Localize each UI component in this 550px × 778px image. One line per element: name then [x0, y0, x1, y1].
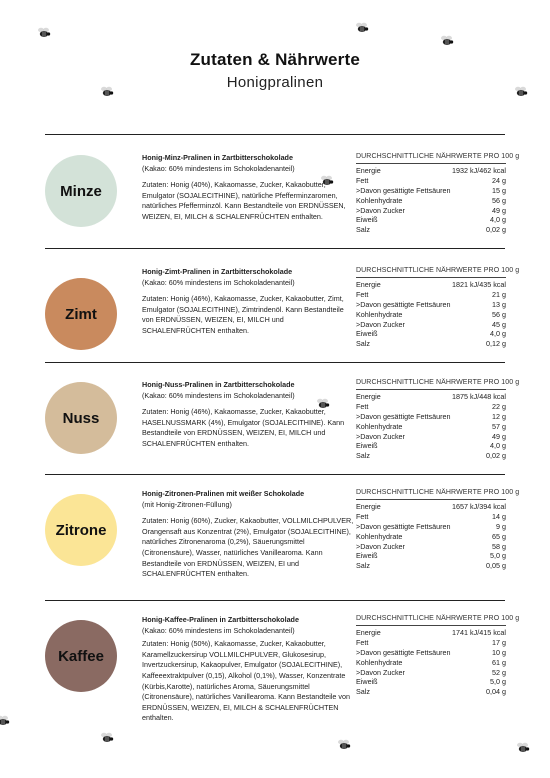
product-description [142, 267, 357, 337]
nutrition-value: 4,0 g [490, 215, 506, 225]
nutrition-row [356, 451, 506, 461]
product-description [142, 615, 357, 724]
nutrition-label: Salz [356, 687, 370, 697]
product-title: Honig-Minz-Pralinen in Zartbitterschokolade [142, 153, 293, 162]
nutrition-row [356, 638, 506, 648]
nutrition-label: Eiweiß [356, 329, 378, 339]
bee-icon [440, 35, 454, 47]
nutrition-value: 49 g [492, 431, 506, 441]
nutrition-table [356, 488, 520, 571]
nutrition-label: >Davon gesättigte Fettsäuren [356, 411, 451, 421]
nutrition-header: DURCHSCHNITTLICHE NÄHRWERTE PRO 100 g [356, 488, 506, 500]
nutrition-label: Kohlenhydrate [356, 421, 403, 431]
product-title: Honig-Zitronen-Pralinen mit weißer Schokolade [142, 489, 305, 498]
nutrition-row [356, 320, 506, 330]
nutrition-header: DURCHSCHNITTLICHE NÄHRWERTE PRO 100 g [356, 152, 506, 164]
nutrition-row [356, 329, 506, 339]
nutrition-label: >Davon gesättigte Fettsäuren [356, 185, 451, 195]
nutrition-header: DURCHSCHNITTLICHE NÄHRWERTE PRO 100 g [356, 614, 506, 626]
nutrition-label: Fett [356, 401, 369, 411]
nutrition-label: Salz [356, 451, 370, 461]
nutrition-header: DURCHSCHNITTLICHE NÄHRWERTE PRO 100 g [356, 378, 506, 390]
product-circle: Minze [45, 155, 117, 227]
nutrition-label: Energie [356, 279, 381, 289]
nutrition-label: Kohlenhydrate [356, 309, 403, 319]
nutrition-value: 15 g [492, 185, 506, 195]
nutrition-row [356, 339, 506, 349]
nutrition-value: 10 g [492, 647, 506, 657]
nutrition-row [356, 392, 506, 402]
nutrition-value: 0,02 g [486, 225, 506, 235]
divider [45, 134, 505, 135]
nutrition-value: 9 g [496, 521, 506, 531]
nutrition-row [356, 677, 506, 687]
product-title: Honig-Nuss-Pralinen in Zartbitterschokolade [142, 380, 295, 389]
bee-icon [516, 742, 530, 754]
nutrition-value: 12 g [492, 411, 506, 421]
nutrition-row [356, 502, 506, 512]
nutrition-value: 5,0 g [490, 551, 506, 561]
nutrition-label: >Davon Zucker [356, 319, 405, 329]
nutrition-label: Fett [356, 175, 369, 185]
nutrition-value: 24 g [492, 175, 506, 185]
product-subtitle: (Kakao: 60% mindestens im Schokoladenanteil) [142, 277, 295, 287]
nutrition-row [356, 196, 506, 206]
nutrition-label: Salz [356, 225, 370, 235]
product-subtitle: (Kakao: 60% mindestens im Schokoladenanteil) [142, 390, 295, 400]
nutrition-row [356, 561, 506, 571]
nutrition-value: 22 g [492, 401, 506, 411]
nutrition-value: 13 g [492, 299, 506, 309]
nutrition-label: Fett [356, 511, 369, 521]
nutrition-value: 1875 kJ/448 kcal [452, 391, 506, 401]
nutrition-row [356, 310, 506, 320]
nutrition-value: 4,0 g [490, 329, 506, 339]
nutrition-row [356, 658, 506, 668]
nutrition-row [356, 402, 506, 412]
nutrition-row [356, 422, 506, 432]
nutrition-value: 52 g [492, 667, 506, 677]
page-title: Zutaten & Nährwerte [189, 50, 361, 69]
nutrition-value: 1821 kJ/435 kcal [452, 279, 506, 289]
nutrition-label: Fett [356, 637, 369, 647]
ingredients-text: Zutaten: Honig (50%), Kakaomasse, Zucker, Kakaobutter, Karamellzuckersirup VOLLMILCHPULVER, Glukosesirup, Invertzuckersirup, Kakaopulver, Emulgator (SOJALECITHINE), Kaffeeextraktpulver (0,15), Alkohol (0,1%), Wasser, Konzentrate (Kürbis,Karotte), natürliches Aroma, Säuerungsmittel (Citronensäure), natürliches Vanillearoma. Kann Bestandteile von ERDNÜSSEN, WEIZEN, EI, MILCH & SCHALENFRÜCHTEN enthalten. [142, 639, 351, 723]
bee-icon [100, 732, 114, 744]
nutrition-value: 5,0 g [490, 677, 506, 687]
nutrition-value: 0,04 g [486, 687, 506, 697]
nutrition-label: Energie [356, 627, 381, 637]
nutrition-row [356, 186, 506, 196]
nutrition-value: 0,02 g [486, 451, 506, 461]
nutrition-label: Fett [356, 289, 369, 299]
nutrition-value: 57 g [492, 421, 506, 431]
nutrition-label: >Davon Zucker [356, 541, 405, 551]
nutrition-label: Salz [356, 561, 370, 571]
nutrition-label: Eiweiß [356, 215, 378, 225]
nutrition-row [356, 176, 506, 186]
nutrition-value: 17 g [492, 637, 506, 647]
nutrition-value: 0,05 g [486, 561, 506, 571]
bee-icon [337, 739, 351, 751]
divider [45, 362, 505, 363]
nutrition-value: 1657 kJ/394 kcal [452, 501, 506, 511]
nutrition-row [356, 628, 506, 638]
nutrition-value: 1741 kJ/415 kcal [452, 627, 506, 637]
nutrition-label: Eiweiß [356, 677, 378, 687]
ingredients-text: Zutaten: Honig (46%), Kakaomasse, Zucker, Kakaobutter, HASELNUSSMARK (4%), Emulgator (SOJALECITHINE). Kann Bestandteile von ERDNÜSSEN, WEIZEN, EI, MILCH und SCHALENFRÜCHTEN enthalten. [142, 407, 345, 448]
bee-icon [0, 715, 10, 727]
nutrition-label: >Davon gesättigte Fettsäuren [356, 647, 451, 657]
nutrition-row [356, 206, 506, 216]
nutrition-label: >Davon Zucker [356, 205, 405, 215]
divider [45, 600, 505, 601]
nutrition-value: 4,0 g [490, 441, 506, 451]
nutrition-value: 0,12 g [486, 339, 506, 349]
nutrition-row [356, 290, 506, 300]
product-subtitle: (mit Honig-Zitronen-Füllung) [142, 499, 232, 509]
bee-icon [355, 22, 369, 34]
nutrition-label: Eiweiß [356, 441, 378, 451]
nutrition-table [356, 266, 520, 349]
nutrition-row [356, 687, 506, 697]
product-title: Honig-Zimt-Pralinen in Zartbitterschokolade [142, 267, 293, 276]
nutrition-value: 61 g [492, 657, 506, 667]
product-description [142, 380, 357, 450]
nutrition-row [356, 441, 506, 451]
nutrition-label: Kohlenhydrate [356, 531, 403, 541]
nutrition-table [356, 152, 520, 235]
divider [45, 248, 505, 249]
product-circle: Nuss [45, 382, 117, 454]
nutrition-row [356, 542, 506, 552]
nutrition-row [356, 522, 506, 532]
nutrition-row [356, 532, 506, 542]
nutrition-label: Energie [356, 165, 381, 175]
nutrition-row [356, 215, 506, 225]
nutrition-value: 56 g [492, 309, 506, 319]
nutrition-label: Energie [356, 391, 381, 401]
nutrition-value: 49 g [492, 205, 506, 215]
nutrition-row [356, 166, 506, 176]
product-subtitle: (Kakao: 60% mindestens im Schokoladenanteil) [142, 163, 295, 173]
nutrition-label: >Davon Zucker [356, 667, 405, 677]
nutrition-row [356, 512, 506, 522]
nutrition-value: 14 g [492, 511, 506, 521]
product-title: Honig-Kaffee-Pralinen in Zartbitterschokolade [142, 615, 299, 624]
nutrition-value: 1932 kJ/462 kcal [452, 165, 506, 175]
nutrition-row [356, 432, 506, 442]
product-circle: Zimt [45, 278, 117, 350]
nutrition-row [356, 668, 506, 678]
nutrition-table [356, 378, 520, 461]
nutrition-label: >Davon gesättigte Fettsäuren [356, 521, 451, 531]
bee-icon [37, 27, 51, 39]
nutrition-label: Kohlenhydrate [356, 195, 403, 205]
product-description [142, 153, 357, 223]
nutrition-label: Energie [356, 501, 381, 511]
nutrition-label: Eiweiß [356, 551, 378, 561]
nutrition-value: 56 g [492, 195, 506, 205]
divider [45, 474, 505, 475]
nutrition-row [356, 300, 506, 310]
nutrition-label: Salz [356, 339, 370, 349]
nutrition-table [356, 614, 520, 697]
product-description [142, 489, 357, 580]
nutrition-value: 45 g [492, 319, 506, 329]
nutrition-value: 65 g [492, 531, 506, 541]
page-subtitle: Honigpralinen [226, 74, 324, 91]
ingredients-text: Zutaten: Honig (46%), Kakaomasse, Zucker, Kakaobutter, Zimt, Emulgator (SOJALECITHINE), Zimtrindenöl. Kann Bestandteile von ERDNÜSSEN, WEIZEN, EI, MILCH und SCHALENFRÜCHTEN enthalten. [142, 294, 344, 335]
nutrition-label: >Davon Zucker [356, 431, 405, 441]
nutrition-row [356, 225, 506, 235]
nutrition-row [356, 280, 506, 290]
nutrition-row [356, 648, 506, 658]
product-circle: Kaffee [45, 620, 117, 692]
ingredients-text: Zutaten: Honig (60%), Zucker, Kakaobutter, VOLLMILCHPULVER, Orangensaft aus Konzentrat (2%), Emulgator (SOJALECITHINE), natürliches Zitronenaroma (0,2%), Säuerungsmittel (Citronensäure), Wasser, natürliches Vanillearoma. Kann Bestandteile von ERDNÜSSEN, WEIZEN, EI und SCHALENFRÜCHTEN enthalten. [142, 516, 354, 579]
nutrition-row [356, 551, 506, 561]
product-circle: Zitrone [45, 494, 117, 566]
ingredients-text: Zutaten: Honig (40%), Kakaomasse, Zucker, Kakaobutter, Emulgator (SOJALECITHINE), natürliche Pfefferminzaromen, natürliches Pfefferminzöl. Kann Bestandteile von ERDNÜSSEN, WEIZEN, EI, MILCH & SCHALENFRÜCHTEN enthalten. [142, 180, 346, 221]
nutrition-value: 58 g [492, 541, 506, 551]
nutrition-row [356, 412, 506, 422]
product-subtitle: (Kakao: 60% mindestens im Schokoladenanteil) [142, 625, 295, 635]
nutrition-header: DURCHSCHNITTLICHE NÄHRWERTE PRO 100 g [356, 266, 506, 278]
nutrition-value: 21 g [492, 289, 506, 299]
nutrition-label: >Davon gesättigte Fettsäuren [356, 299, 451, 309]
nutrition-label: Kohlenhydrate [356, 657, 403, 667]
